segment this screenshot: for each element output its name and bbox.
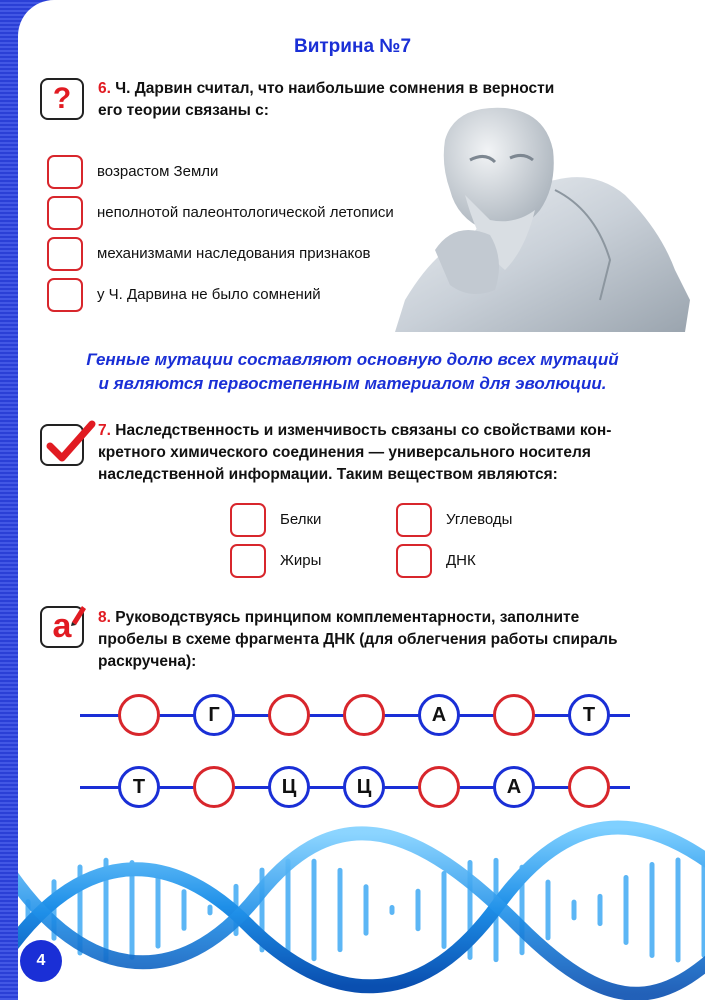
nucleotide-filled: Ц <box>343 766 385 808</box>
q6-option-4-label: у Ч. Дарвина не было сомнений <box>97 286 321 303</box>
q7-line3: наследственной информации. Таким веществом являются: <box>98 466 558 483</box>
q8-number: 8. <box>98 609 111 626</box>
q7-option-1-label: Белки <box>280 511 322 528</box>
nucleotide-blank-input[interactable] <box>418 766 460 808</box>
nucleotide-filled: Т <box>118 766 160 808</box>
q7-option-4-checkbox[interactable] <box>396 544 432 578</box>
q6-option-2-label: неполнотой палеонтологической летописи <box>97 204 394 221</box>
nucleotide-blank-input[interactable] <box>268 694 310 736</box>
nucleotide-filled: Г <box>193 694 235 736</box>
q7-number: 7. <box>98 422 111 439</box>
q7-text <box>98 420 611 486</box>
q7-option-1-checkbox[interactable] <box>230 503 266 537</box>
dna-helix-image <box>18 815 705 1000</box>
mutation-note-line1: Генные мутации составляют основную долю всех мутаций <box>86 350 619 369</box>
q8-line1: Руководствуясь принципом комплементарности, заполните <box>115 609 580 626</box>
q6-line1: Ч. Дарвин считал, что наибольшие сомнения в верности <box>115 80 555 97</box>
q7-option-4-label: ДНК <box>446 552 476 569</box>
darwin-statue-image <box>395 100 690 332</box>
q6-line2: его теории связаны с: <box>98 102 269 119</box>
nucleotide-filled: А <box>418 694 460 736</box>
nucleotide-filled: Т <box>568 694 610 736</box>
q7-line1: Наследственность и изменчивость связаны со свойствами кон- <box>115 422 612 439</box>
page-number: 4 <box>20 940 62 982</box>
q6-option-4-checkbox[interactable] <box>47 278 83 312</box>
q7-line2: кретного химического соединения — универсального носителя <box>98 444 591 461</box>
q6-option-3-checkbox[interactable] <box>47 237 83 271</box>
checkmark-icon <box>40 424 84 466</box>
nucleotide-filled: Ц <box>268 766 310 808</box>
q6-option-3-label: механизмами наследования признаков <box>97 245 371 262</box>
q6-option-1-checkbox[interactable] <box>47 155 83 189</box>
q7-option-3-label: Жиры <box>280 552 322 569</box>
q7-option-3-checkbox[interactable] <box>230 544 266 578</box>
q7-option-2-label: Углеводы <box>446 511 513 528</box>
q6-option-1-label: возрастом Земли <box>97 163 219 180</box>
q7-option-2-checkbox[interactable] <box>396 503 432 537</box>
question-mark-icon: ? <box>40 78 84 120</box>
q6-number: 6. <box>98 80 111 97</box>
q6-option-2-checkbox[interactable] <box>47 196 83 230</box>
q8-line3: раскручена): <box>98 653 197 670</box>
nucleotide-blank-input[interactable] <box>568 766 610 808</box>
pencil-letter-a-icon: a <box>40 606 84 648</box>
nucleotide-blank-input[interactable] <box>493 694 535 736</box>
mutation-note-line2: и являются первостепенным материалом для эволюции. <box>98 374 607 393</box>
mutation-note <box>0 348 705 396</box>
q8-line2: пробелы в схеме фрагмента ДНК (для облегчения работы спираль <box>98 631 618 648</box>
nucleotide-blank-input[interactable] <box>343 694 385 736</box>
nucleotide-blank-input[interactable] <box>118 694 160 736</box>
q8-text <box>98 607 618 673</box>
nucleotide-blank-input[interactable] <box>193 766 235 808</box>
page-title: Витрина №7 <box>293 36 412 57</box>
nucleotide-filled: А <box>493 766 535 808</box>
